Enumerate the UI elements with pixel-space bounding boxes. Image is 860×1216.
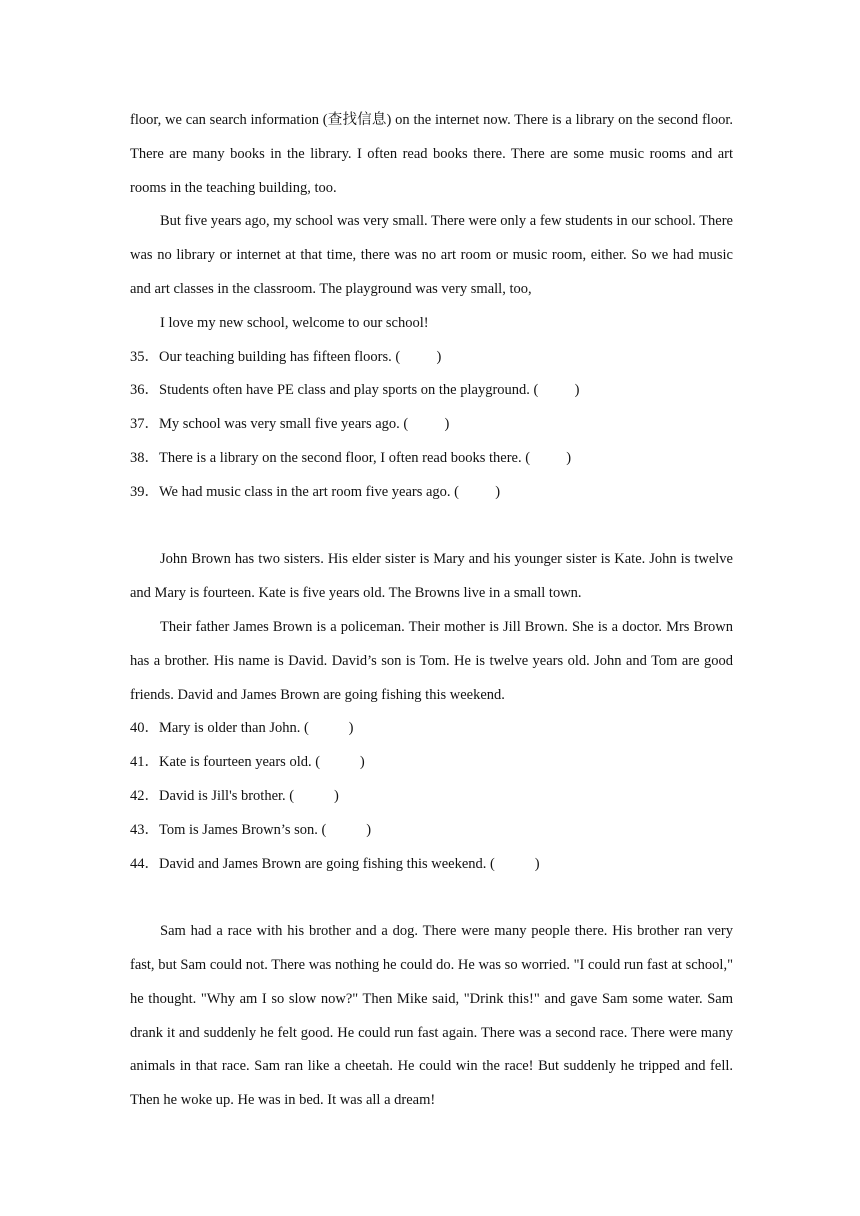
question-number: 40． (130, 720, 159, 737)
question-text: Students often have PE class and play sports on the playground. ( ) (159, 382, 580, 399)
section-gap (130, 510, 733, 544)
section-gap (130, 881, 733, 915)
question-text: There is a library on the second floor, I often read books there. ( ) (159, 449, 572, 466)
question-item (130, 712, 733, 746)
question-text: Tom is James Brown’s son. ( ) (159, 821, 372, 838)
passage1-paragraph: floor, we can search information (查找信息) on the internet now. There is a library on the second floor. There are many books in the library. I often read books there. There are some music rooms and art rooms in the teaching building, too. (130, 112, 733, 196)
question-number: 35． (130, 348, 159, 365)
question-number: 36． (130, 382, 159, 399)
passage2-paragraph: John Brown has two sisters. His elder sister is Mary and his younger sister is Kate. John is twelve and Mary is fourteen. Kate is five years old. The Browns live in a small town. (130, 551, 733, 602)
question-number: 42． (130, 787, 159, 804)
question-text: We had music class in the art room five years ago. ( ) (159, 483, 501, 500)
question-item (130, 374, 733, 408)
question-text: Our teaching building has fifteen floors. ( ) (159, 348, 442, 365)
question-item (130, 814, 733, 848)
passage1-paragraph: But five years ago, my school was very small. There were only a few students in our school. There was no library or internet at that time, there was no art room or music room, either. So we had music and art classes in the classroom. The playground was very small, too, (130, 213, 733, 297)
question-number: 39． (130, 483, 159, 500)
question-text: My school was very small five years ago. ( ) (159, 416, 450, 433)
question-item (130, 341, 733, 375)
question-number: 38． (130, 449, 159, 466)
question-number: 37． (130, 416, 159, 433)
question-number: 44． (130, 855, 159, 872)
question-text: Mary is older than John. ( ) (159, 720, 354, 737)
question-text: David is Jill's brother. ( ) (159, 787, 339, 804)
question-text: Kate is fourteen years old. ( ) (159, 754, 365, 771)
question-list (130, 712, 733, 881)
question-text: David and James Brown are going fishing this weekend. ( ) (159, 855, 540, 872)
question-item (130, 780, 733, 814)
question-list (130, 341, 733, 510)
question-item (130, 746, 733, 780)
passage2-paragraph: Their father James Brown is a policeman. Their mother is Jill Brown. She is a doctor. Mrs Brown has a brother. His name is David. David’s son is Tom. He is twelve years old. John and Tom are good friends. David and James Brown are going fishing this weekend. (130, 618, 733, 703)
question-item (130, 476, 733, 510)
question-item (130, 848, 733, 882)
question-number: 41． (130, 754, 159, 771)
worksheet-page (130, 104, 733, 1118)
question-number: 43． (130, 821, 159, 838)
passage3-paragraph: Sam had a race with his brother and a dog. There were many people there. His brother ran very fast, but Sam could not. There was nothing he could do. He was so worried. "I could run fast at school," he thought. "Why am I so slow now?" Then Mike said, "Drink this!" and gave Sam some water. Sam drank it and suddenly he felt good. He could run fast again. There was a second race. There were many animals in that race. Sam ran like a cheetah. He could win the race! But suddenly he tripped and fell. Then he woke up. He was in bed. It was all a dream! (130, 923, 733, 1109)
question-item (130, 408, 733, 442)
passage1-paragraph: I love my new school, welcome to our school! (160, 314, 429, 331)
question-item (130, 442, 733, 476)
